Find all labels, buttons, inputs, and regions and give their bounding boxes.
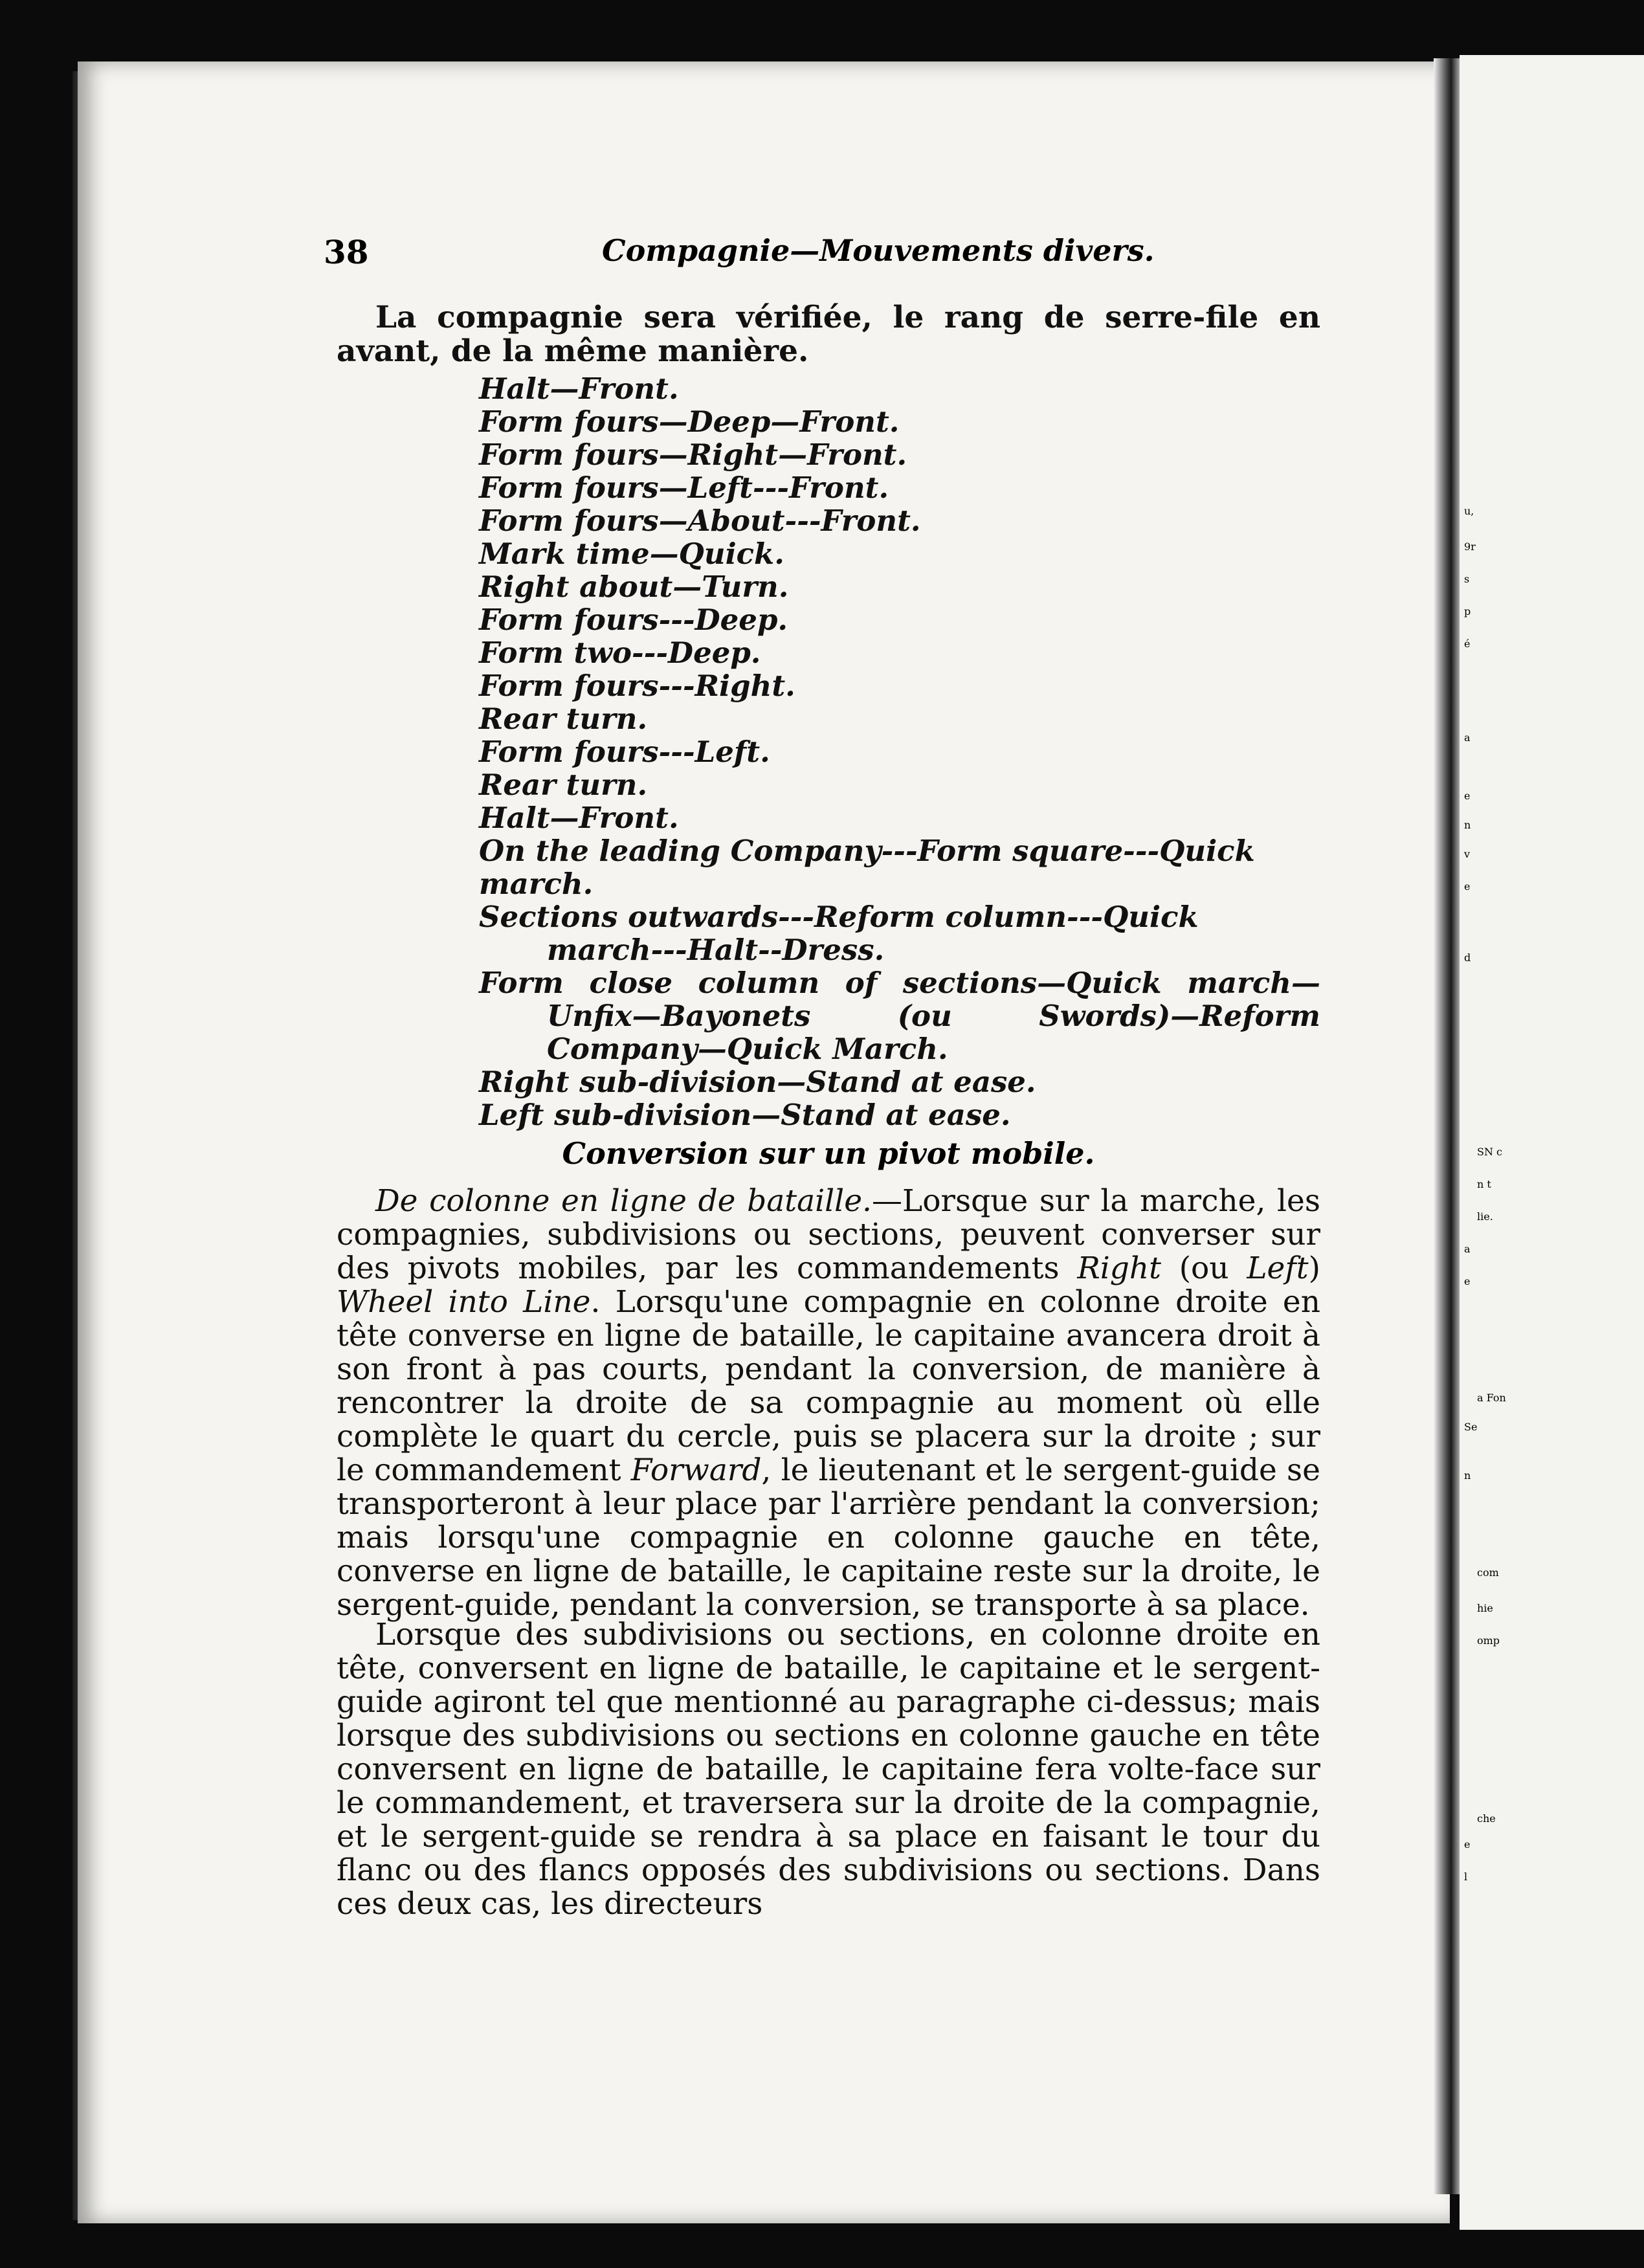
command-line: Halt—Front. [479,801,679,835]
command-word: Forward [630,1452,762,1488]
paragraph-lead: De colonne en ligne de bataille. [375,1183,872,1219]
adjacent-page-fragment: e [1464,880,1471,893]
adjacent-page-fragment: l [1464,1871,1468,1883]
command-line: Form fours---Deep. [479,603,788,637]
command-line: On the leading Company---Form square---Quick march. [479,834,1255,901]
adjacent-page-fragment: 9r [1464,540,1476,553]
command-word: Wheel into Line [337,1284,591,1320]
paragraph-text: Lorsque des subdivisions ou sections, en colonne droite en tête, conversent en ligne de bataille, le capitaine et le sergent-guide agiront tel que mentionné au paragraphe ci-dessus; mais lorsque des subdivisions ou sections en colonne gauche en tête conversent en ligne de bataille, le capitaine fera volte-face sur le commandement, et traversera sur la droite de la compagnie, et le sergent-guide se rendra à sa place en faisant le tour du flanc ou des flancs opposés des subdivisions ou sections. Dans ces deux cas, les directeurs [337,1617,1320,1922]
page-header [324,233,1320,272]
command-line: Form fours—Left---Front. [479,471,889,505]
command-line: Left sub-division—Stand at ease. [479,1098,1011,1132]
command-line: Sections outwards---Reform column---Quick march---Halt--Dress. [479,900,1199,967]
command-line: Rear turn. [479,768,648,802]
page-number: 38 [324,233,369,271]
adjacent-page-fragment: s [1464,573,1470,585]
command-line: Right about—Turn. [479,570,789,604]
adjacent-page-fragment: v [1464,848,1471,860]
body-paragraph [337,1618,1320,1921]
adjacent-page-fragment: n [1464,819,1471,831]
paragraph-text: , le lieutenant et le sergent-guide se transporteront à leur place par l'arrière pendant la conversion; mais lorsqu'une compagnie en colonne gauche en tête, converse en ligne de bataille, le capitaine reste sur la droite, le sergent-guide, pendant la conversion, se transporte à sa place. [337,1452,1320,1623]
adjacent-page-fragment: hie [1477,1602,1493,1614]
adjacent-page-fragment: e [1464,1275,1471,1287]
adjacent-page-fragment: n t [1477,1178,1491,1190]
command-line: Mark time—Quick. [479,537,784,571]
adjacent-page-fragment: che [1477,1812,1496,1825]
command-word: Left [1247,1251,1309,1286]
intro-paragraph: La compagnie sera vérifiée, le rang de serre-file en avant, de la même manière. [337,300,1320,369]
adjacent-page-fragment: n [1464,1469,1471,1482]
adjacent-page-fragment: omp [1477,1634,1500,1647]
adjacent-page-fragment: e [1464,790,1471,802]
adjacent-page-fragment: u, [1464,505,1474,517]
command-line: Form two---Deep. [479,636,761,670]
command-line: Form fours—Deep—Front. [479,405,900,439]
command-line: Form close column of sections—Quick march—Unfix—Bayonets (ou Swords)—Reform Company—Quick March. [479,966,1320,1066]
paragraph-text: ) [1308,1251,1320,1286]
paragraph-text: (ou [1161,1251,1247,1286]
adjacent-page-fragment: d [1464,951,1471,964]
body-paragraph [337,1184,1320,1622]
command-line: Form fours—Right—Front. [479,438,907,472]
page-fold-edge [1434,58,1463,2194]
command-line: Form fours---Right. [479,669,795,703]
adjacent-page-fragment: p [1464,605,1471,617]
adjacent-page-fragment: a [1464,1243,1471,1255]
adjacent-page-fragment: lie. [1477,1210,1493,1223]
adjacent-page-fragment: e [1464,1838,1471,1851]
command-list [479,372,1320,1131]
adjacent-page-fragment: SN c [1477,1146,1503,1158]
adjacent-page-fragment: é [1464,638,1471,650]
adjacent-page-fragment: com [1477,1566,1499,1579]
command-line: Form fours—About---Front. [479,504,921,538]
section-subheading: Conversion sur un pivot mobile. [562,1136,1095,1171]
command-line: Rear turn. [479,702,648,736]
command-line: Halt—Front. [479,372,679,406]
running-title: Compagnie—Mouvements divers. [602,233,1155,268]
adjacent-page-fragment: a [1464,731,1471,744]
paragraph-text: —Lorsque sur la marche, les compagnies, subdivisions ou sections, peuvent converser sur des pivots mobiles, par les commandements [337,1183,1320,1286]
paragraph-text: . Lorsqu'une compagnie en colonne droite en tête converse en ligne de bataille, le capitaine avancera droit à son front à pas courts, pendant la conversion, de manière à rencontrer la droite de sa compagnie au moment où elle complète le quart du cercle, puis se placera sur la droite ; sur le commandement [337,1284,1320,1488]
adjacent-page-fragment: Se [1464,1421,1478,1433]
adjacent-page [1460,55,1644,2230]
command-line: Right sub-division—Stand at ease. [479,1065,1036,1099]
command-word: Right [1077,1251,1161,1286]
adjacent-page-fragment: a Fon [1477,1392,1506,1404]
command-line: Form fours---Left. [479,735,770,769]
